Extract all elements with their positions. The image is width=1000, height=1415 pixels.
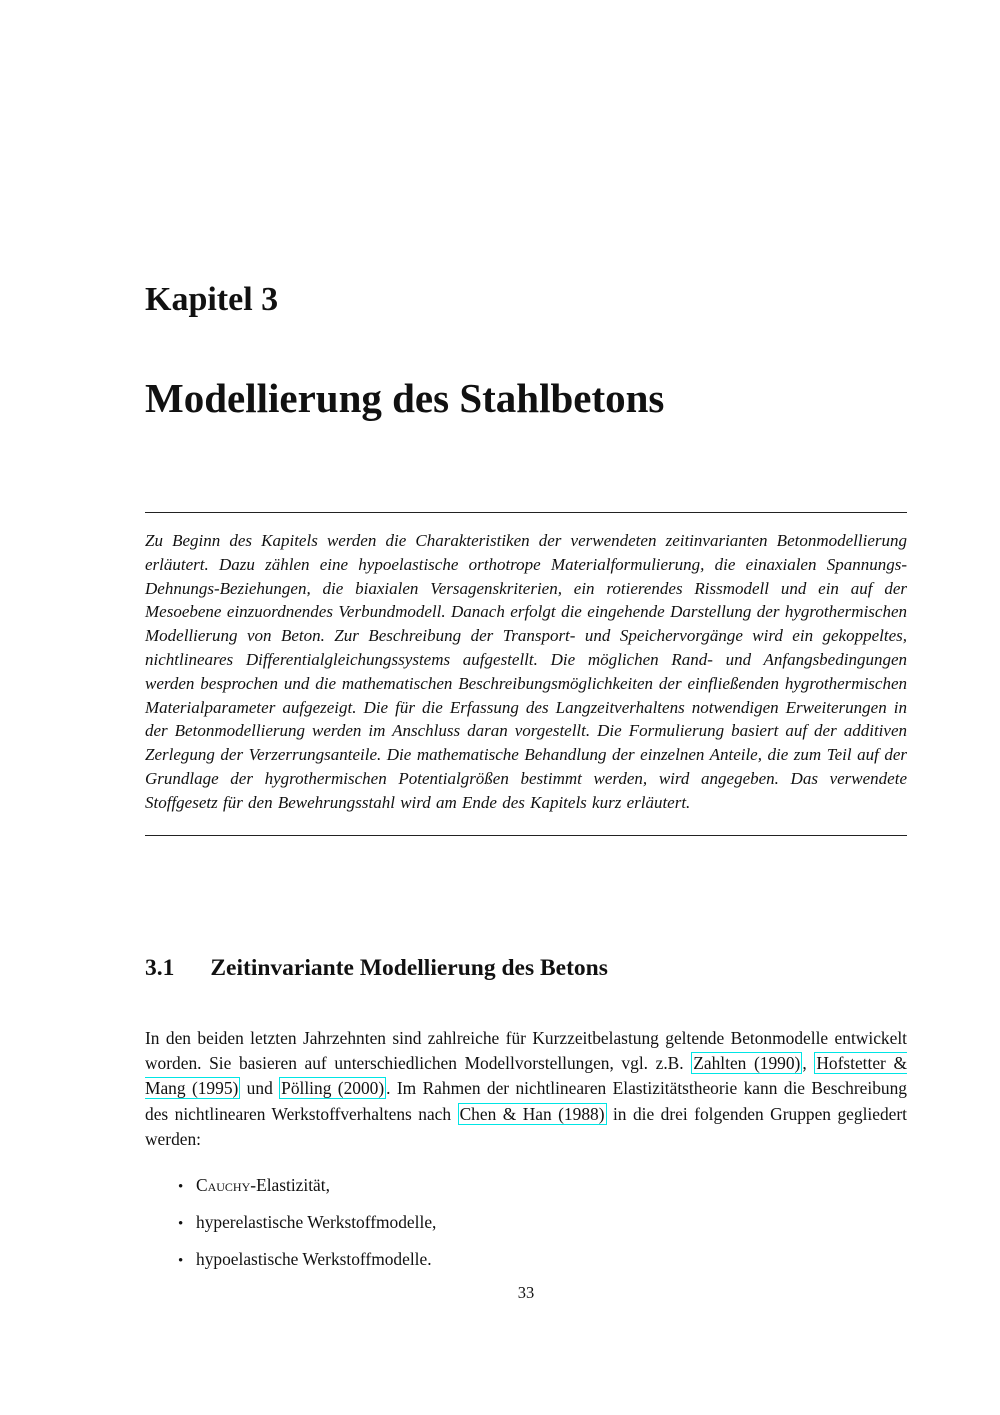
abstract-text: Zu Beginn des Kapitels werden die Charakteristiken der verwendeten zeitinvarianten Betonmodellierung erläutert. Dazu zählen eine hypoelastische orthotrope Materialformulierung, die einaxialen Spannungs-Dehnungs-Beziehungen, die biaxialen Versagenskriterien, ein rotierendes Rissmodell und ein auf der Mesoebene einzuordnendes Verbundmodell. Danach erfolgt die eingehende Darstellung der hygrothermischen Modellierung von Beton. Zur Beschreibung der Transport- und Speichervorgänge wird ein gekoppeltes, nichtlineares Differentialgleichungssystems aufgestellt. Die möglichen Rand- und Anfangsbedingungen werden besprochen und die mathematischen Beschreibungsmöglichkeiten der einfließenden hygrothermischen Materialparameter aufgezeigt. Die für die Erfassung des Langzeitverhaltens notwendigen Erweiterungen in der Betonmodellierung werden im Anschluss daran vorgestellt. Die Formulierung basiert auf der additiven Zerlegung der Verzerrungsanteile. Die mathematische Behandlung der einzelnen Anteile, die zum Teil auf der Grundlage der hygrothermischen Potentialgrößen bestimmt werden, wird angegeben. Das verwendete Stoffgesetz für den Bewehrungsstahl wird am Ende des Kapitels kurz erläutert. [145,531,907,812]
list-item-text: hyperelastische Werkstoffmodelle, [196,1212,437,1233]
citation-link-zahlten-1990[interactable]: Zahlten (1990) [693,1053,801,1074]
paragraph-text: , [802,1053,815,1074]
list-item-smallcaps: Cauchy [196,1175,251,1196]
list-item-text: hypoelastische Werkstoffmodelle. [196,1249,432,1270]
bullet-icon: • [178,1179,184,1196]
list-item [178,1247,907,1274]
paragraph-text: und [240,1078,280,1099]
list-item [178,1210,907,1237]
chapter-title: Modellierung des Stahlbetons [145,375,665,421]
bullet-icon: • [178,1253,184,1270]
intro-paragraph [145,1026,907,1152]
section-number: 3.1 [145,955,175,981]
paragraph-text: . Im Rahmen der nichtlinearen Elastizitätstheorie kann die Beschreibung des nichtlinearen Werkstoffverhaltens nach [145,1078,907,1124]
main-text [145,1026,907,1284]
page-number: 33 [517,1283,535,1302]
classification-list [145,1173,907,1274]
chapter-number-heading: Kapitel 3 [145,281,279,318]
section-heading [145,955,907,982]
paragraph-text: in die drei folgenden Gruppen gegliedert werden: [145,1103,907,1149]
citation-link-chen-han-1988[interactable]: Chen & Han (1988) [459,1103,605,1124]
list-item-text: -Elastizität, [250,1175,330,1196]
citation-link-hofstetter-mang-1995[interactable]: Hofstetter & Mang (1995) [145,1053,907,1099]
citation-link-poelling-2000[interactable]: Pölling (2000) [281,1078,385,1099]
section-title: Zeitinvariante Modellierung des Betons [210,955,608,981]
list-item [178,1173,907,1200]
bullet-icon: • [178,1216,184,1233]
paragraph-text: In den beiden letzten Jahrzehnten sind zahlreiche für Kurzzeitbelastung geltende Betonmodelle entwickelt worden. Sie basieren auf unterschiedlichen Modellvorstellungen, vgl. z.B. [145,1028,907,1074]
abstract-block [145,512,907,836]
